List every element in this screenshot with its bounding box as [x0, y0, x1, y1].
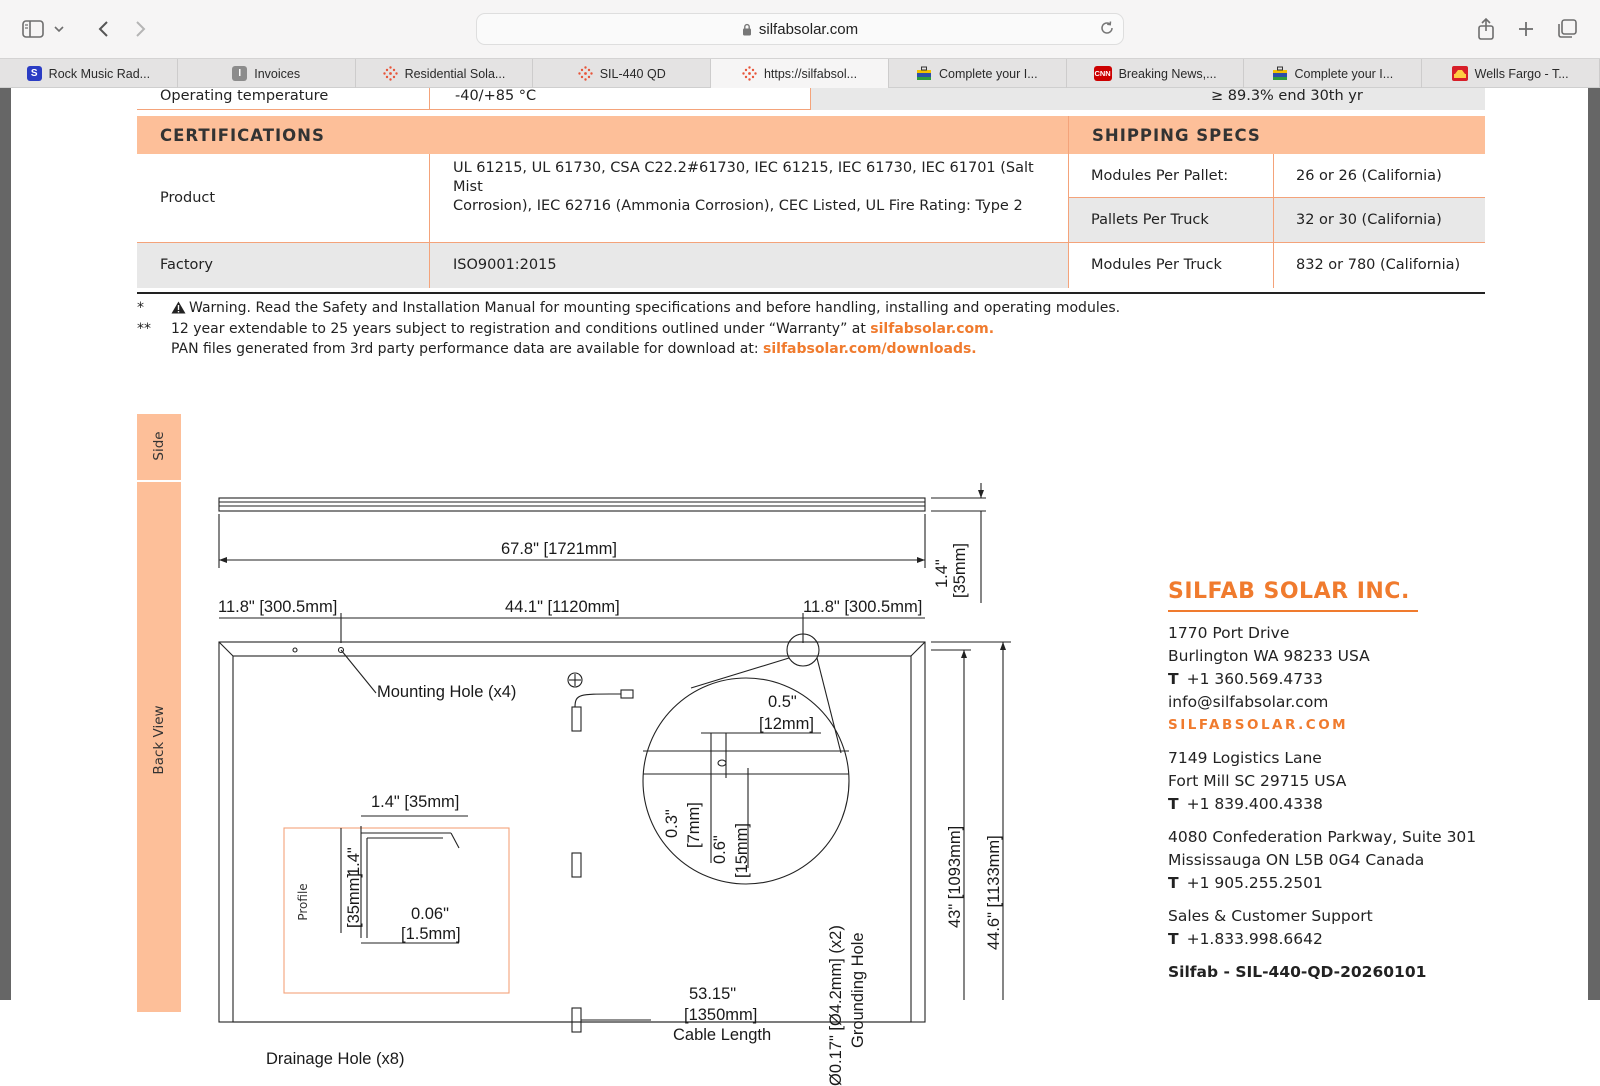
lock-icon — [742, 23, 752, 36]
shipping-heading: SHIPPING SPECS — [1092, 125, 1261, 145]
detail-dimension: 0.6" — [711, 835, 729, 864]
product-value-line: Corrosion), IEC 62716 (Ammonia Corrosion), CEC Listed, UL Fire Rating: Type 2 — [453, 198, 1023, 214]
product-value-line: UL 61215, UL 61730, CSA C22.2#61730, IEC 61215, IEC 61730, IEC 61701 (Salt Mist — [453, 160, 1034, 195]
footnote-pan-files — [137, 339, 1137, 360]
url-text: silfabsolar.com — [758, 20, 859, 38]
share-icon[interactable] — [1471, 14, 1501, 44]
shipping-label: Pallets Per Truck — [1091, 212, 1209, 228]
divider — [137, 242, 1068, 243]
s-logo-icon: S — [27, 66, 42, 81]
footnote-marker: ** — [137, 320, 151, 337]
address-line: 4080 Confederation Parkway, Suite 301 — [1168, 828, 1477, 846]
dot-grid-icon — [383, 66, 398, 81]
sidebar-toggle-icon[interactable] — [18, 14, 48, 44]
phone-prefix: T — [1168, 670, 1179, 688]
back-icon[interactable] — [88, 14, 118, 44]
warning-text: Warning. Read the Safety and Installation Manual for mounting specifications and before handling, installing and operating modules. — [189, 300, 1121, 316]
silfabsolar-link[interactable]: silfabsolar.com. — [870, 320, 995, 337]
address-line: Fort Mill SC 29715 USA — [1168, 772, 1347, 790]
warranty-end-value: ≥ 89.3% end 30th yr — [1211, 88, 1363, 104]
detail-dimension: [15mm] — [733, 822, 751, 878]
profile-height-dimension: [35mm] — [345, 872, 363, 928]
drainage-hole-callout: Drainage Hole (x8) — [266, 1050, 405, 1068]
outer-height-dimension: 44.6" [1133mm] — [985, 835, 1003, 950]
inner-height-dimension: 43" [1093mm] — [946, 825, 964, 928]
browser-toolbar — [0, 0, 1600, 58]
table-bottom-rule — [137, 292, 1485, 294]
footnote-text — [171, 339, 977, 360]
tab-label: Complete your I... — [938, 66, 1038, 81]
tab-complete-your-2[interactable] — [1244, 59, 1422, 88]
product-value — [453, 159, 1053, 216]
address-line: Burlington WA 98233 USA — [1168, 647, 1370, 665]
tab-label: Invoices — [254, 66, 301, 81]
operating-temperature-row — [137, 88, 1485, 110]
phone-line — [1168, 872, 1548, 895]
certifications-header — [137, 116, 1068, 154]
length-dimension: 67.8" [1721mm] — [501, 540, 617, 558]
divider — [1273, 154, 1274, 288]
phone-number: +1.833.998.6642 — [1186, 930, 1323, 948]
tab-label: Residential Sola... — [404, 66, 506, 81]
footnote-text — [171, 319, 994, 340]
factory-label: Factory — [160, 257, 213, 273]
email-address[interactable]: info@silfabsolar.com — [1168, 693, 1329, 711]
phone-line — [1168, 928, 1548, 951]
i-logo-icon: I — [232, 66, 247, 81]
website-link[interactable]: SILFABSOLAR.COM — [1168, 717, 1349, 733]
profile-label: Profile — [296, 883, 310, 921]
phone-number: +1 839.400.4338 — [1186, 795, 1323, 813]
phone-prefix: T — [1168, 874, 1179, 892]
dot-grid-icon — [742, 66, 757, 81]
mounting-hole-callout: Mounting Hole (x4) — [377, 683, 517, 701]
tab-residential-solar[interactable] — [356, 59, 534, 88]
support-label: Sales & Customer Support — [1168, 907, 1373, 925]
profile-width-dimension: 1.4" [35mm] — [371, 793, 460, 811]
address-line: 1770 Port Drive — [1168, 624, 1290, 642]
thickness-dimension-a: 1.4" — [933, 559, 951, 588]
op-temp-label: Operating temperature — [160, 88, 329, 104]
tab-breaking-news[interactable] — [1067, 59, 1245, 88]
side-label: Side — [151, 431, 167, 461]
briefcase-icon — [1273, 66, 1288, 81]
phone-number: +1 905.255.2501 — [1186, 874, 1323, 892]
document-footer: Silfab - SIL-440-QD-20260101 — [1168, 963, 1427, 981]
new-tab-icon[interactable] — [1511, 14, 1541, 44]
tab-sil-440-qd[interactable] — [533, 59, 711, 88]
certifications-heading: CERTIFICATIONS — [160, 125, 325, 145]
hole-right-dimension: 11.8" [300.5mm] — [803, 598, 923, 616]
divider — [429, 88, 430, 110]
warning-icon — [171, 300, 186, 321]
detail-dimension: [7mm] — [685, 802, 703, 848]
profile-height-dimension: 1.4" — [345, 847, 363, 876]
cable-length-dimension: 53.15" — [689, 985, 737, 1003]
thickness-dimension-b: [35mm] — [951, 542, 969, 598]
phone-line — [1168, 668, 1548, 691]
hole-left-dimension: 11.8" [300.5mm] — [218, 598, 338, 616]
footnote-marker: * — [137, 300, 144, 316]
detail-dimension: [12mm] — [759, 715, 815, 733]
shipping-specs-header — [1069, 116, 1485, 154]
phone-line — [1168, 793, 1548, 816]
downloads-link[interactable]: silfabsolar.com/downloads. — [763, 341, 977, 357]
profile-thickness-dimension: [1.5mm] — [401, 925, 461, 943]
tab-label: SIL-440 QD — [599, 66, 666, 81]
detail-dimension: 0.3" — [663, 809, 681, 838]
cnn-logo-icon: CNN — [1094, 66, 1112, 81]
tab-overview-icon[interactable] — [1552, 14, 1582, 44]
divider — [1068, 116, 1069, 288]
pdf-viewport[interactable] — [0, 88, 1600, 1086]
shipping-value: 32 or 30 (California) — [1296, 212, 1442, 228]
side-view-label-bar — [137, 414, 181, 480]
phone-prefix: T — [1168, 795, 1179, 813]
tab-rock-music[interactable] — [0, 59, 178, 88]
shipping-label: Modules Per Truck — [1091, 257, 1222, 273]
back-view-label: Back View — [151, 705, 167, 775]
sales-support — [1168, 905, 1548, 951]
tab-label: Complete your I... — [1294, 66, 1394, 81]
tab-silfabsolar-active[interactable] — [711, 59, 889, 88]
footnote-warning — [137, 298, 1137, 319]
module-drawing — [181, 388, 1011, 1086]
tab-complete-your-1[interactable] — [889, 59, 1067, 88]
address-line: 7149 Logistics Lane — [1168, 749, 1322, 767]
contact-info — [1168, 578, 1548, 984]
footnotes — [137, 298, 1137, 360]
factory-row-bg — [137, 242, 1068, 288]
reload-icon[interactable] — [1099, 20, 1115, 36]
forward-icon[interactable] — [126, 14, 156, 44]
tab-label: Rock Music Rad... — [48, 66, 151, 81]
datasheet-page — [11, 88, 1588, 1086]
back-view-label-bar — [137, 482, 181, 1012]
footnote-text — [171, 298, 1120, 321]
shipping-label: Modules Per Pallet: — [1091, 168, 1229, 184]
tab-label: Wells Fargo - T... — [1474, 66, 1569, 81]
shipping-value: 832 or 780 (California) — [1296, 257, 1461, 273]
wells-fargo-logo-icon — [1453, 66, 1468, 81]
address-line: Mississauga ON L5B 0G4 Canada — [1168, 851, 1425, 869]
briefcase-icon — [917, 66, 932, 81]
tab-label: Breaking News,... — [1118, 66, 1217, 81]
detail-dimension: 0.5" — [768, 693, 797, 711]
address-burlington — [1168, 622, 1548, 737]
cable-length-label: Cable Length — [673, 1026, 772, 1044]
address-fort-mill — [1168, 747, 1548, 816]
warranty-cell — [810, 88, 1485, 110]
shipping-value: 26 or 26 (California) — [1296, 168, 1442, 184]
address-mississauga — [1168, 826, 1548, 895]
chevron-down-icon[interactable] — [50, 14, 68, 44]
grounding-hole-dimension: Ø0.17" [Ø4.2mm] (x2) — [827, 925, 845, 1086]
factory-value: ISO9001:2015 — [453, 257, 557, 273]
grounding-hole-label: Grounding Hole — [849, 932, 867, 1048]
footnote-warranty — [137, 319, 1137, 340]
cable-length-dimension: [1350mm] — [684, 1006, 758, 1024]
profile-thickness-dimension: 0.06" — [411, 905, 449, 923]
hole-mid-dimension: 44.1" [1120mm] — [505, 598, 620, 616]
op-temp-value: -40/+85 °C — [455, 88, 537, 104]
tab-label: https://silfabsol... — [763, 66, 858, 81]
warranty-note-text: 12 year extendable to 25 years subject to registration and conditions outlined under “Warranty” at — [171, 320, 866, 337]
dot-grid-icon — [578, 66, 593, 81]
phone-prefix: T — [1168, 930, 1179, 948]
tab-bar — [0, 58, 1600, 88]
phone-number: +1 360.569.4733 — [1186, 670, 1323, 688]
pan-note-text: PAN files generated from 3rd party performance data are available for download at: — [171, 341, 759, 357]
tab-invoices[interactable] — [178, 59, 356, 88]
product-label: Product — [160, 190, 216, 206]
divider — [429, 154, 430, 288]
address-bar[interactable] — [476, 13, 1124, 45]
tab-wells-fargo[interactable] — [1422, 59, 1600, 88]
company-name: SILFAB SOLAR INC. — [1168, 578, 1418, 612]
